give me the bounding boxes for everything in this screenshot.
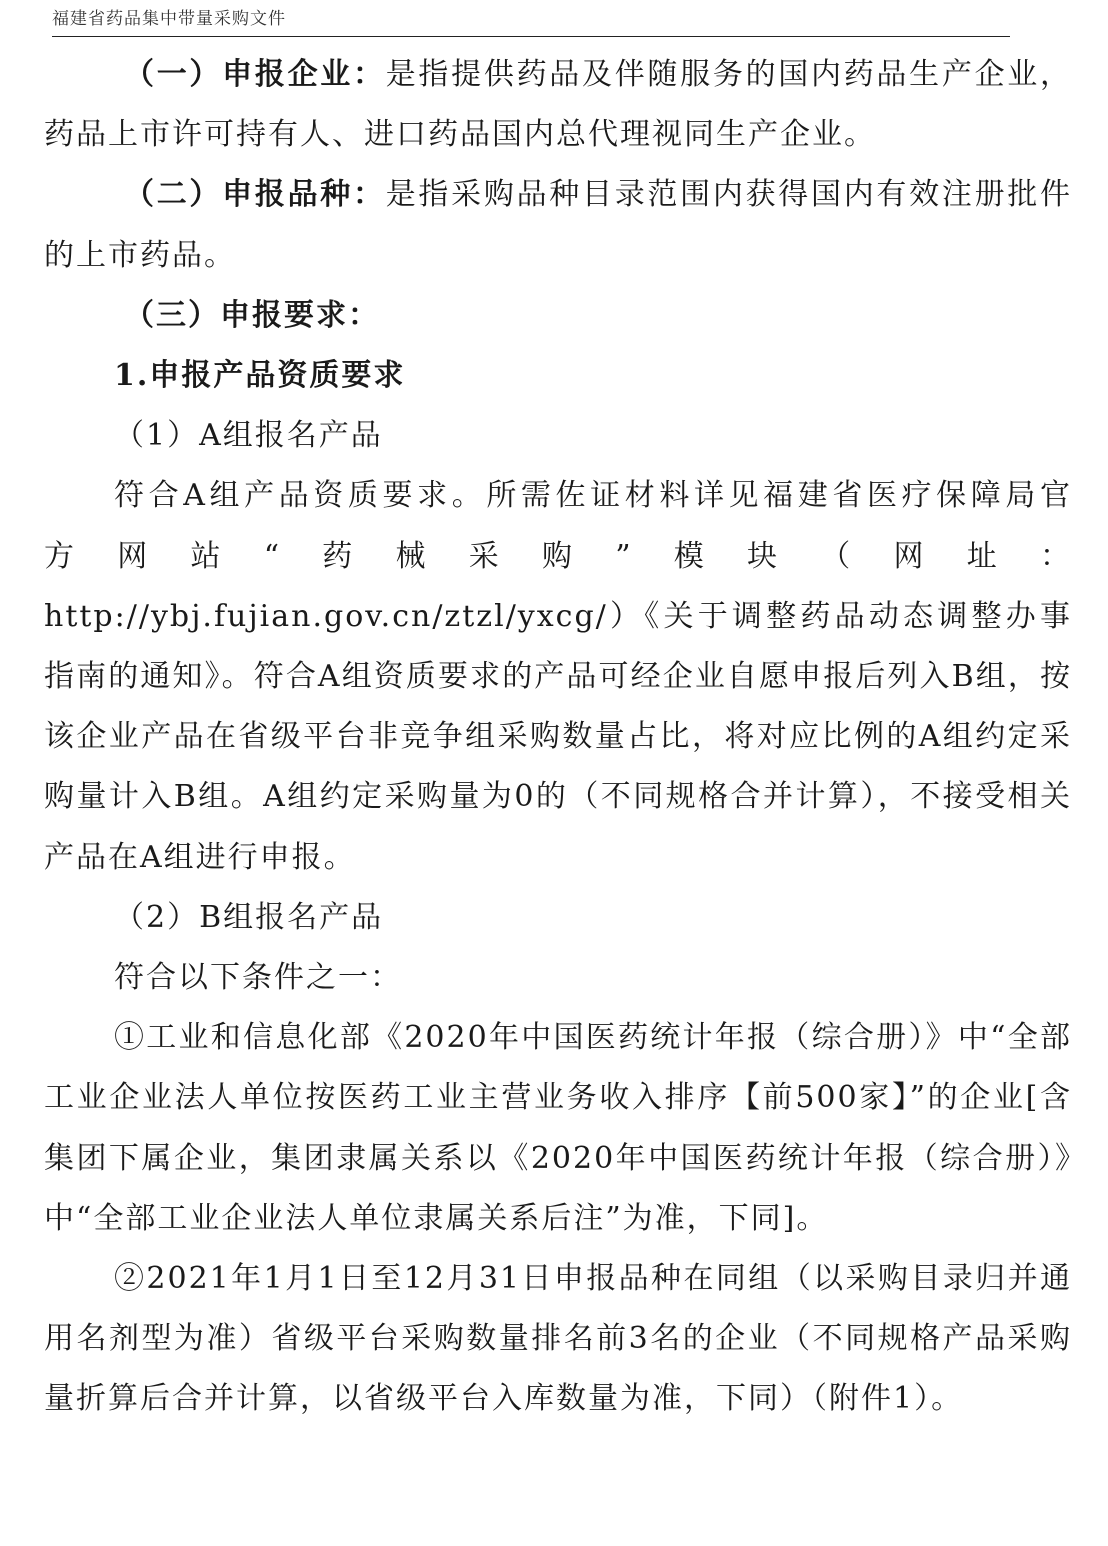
document-header: 福建省药品集中带量采购文件 <box>52 9 286 29</box>
group-b-intro: 符合以下条件之一： <box>114 960 402 996</box>
group-b-condition-1: ①工业和信息化部《2020年中国医药统计年报（综合册）》中“全部工业企业法人单位按医药工业主营业务收入排序【前500家】”的企业[含集团下属企业，集团隶属关系以《2020年中国医药统计年报（综合册）》中“全部工业企业法人单位隶属关系后注”为准，下同]。 <box>44 1020 1072 1236</box>
paragraph-applicant-enterprise <box>44 45 1072 165</box>
section-heading-applicant-variety: （二）申报品种： <box>124 177 386 213</box>
document-body <box>44 45 1072 1430</box>
header-divider <box>52 36 1010 37</box>
group-a-text-line-2: 方网站“药械采购”模块（网址： <box>44 538 1072 574</box>
section-heading-applicant-enterprise: （一）申报企业： <box>124 57 386 92</box>
item-heading-group-a: （1）A组报名产品 <box>114 418 383 454</box>
paragraph-applicant-variety <box>44 165 1072 285</box>
item-heading-group-b: （2）B组报名产品 <box>114 899 384 935</box>
group-a-text-line-1: 符合A组产品资质要求。所需佐证材料详见福建省医疗保障局官 <box>114 478 1072 514</box>
applicant-enterprise-text: 是指提供药品及伴随服务的国内药品生产企业，药品上市许可持有人、进口药品国内总代理视同生产企业。 <box>44 57 1073 153</box>
group-a-text-continued: http://ybj.fujian.gov.cn/ztzl/yxcg/）《关于调整药品动态调整办事指南的通知》。符合A组资质要求的产品可经企业自愿申报后列入B组，按该企业产品在省级平台非竞争组采购数量占比，将对应比例的A组约定采购量计入B组。A组约定采购量为0的（不同规格合并计算），不接受相关产品在A组进行申报。 <box>44 598 1072 875</box>
group-b-condition-2: ②2021年1月1日至12月31日申报品种在同组（以采购目录归并通用名剂型为准）省级平台采购数量排名前3名的企业（不同规格产品采购量折算后合并计算，以省级平台入库数量为准，下同）（附件1）。 <box>44 1261 1072 1417</box>
applicant-variety-text: 是指采购品种目录范围内获得国内有效注册批件的上市药品。 <box>44 177 1073 273</box>
section-heading-requirements: （三）申报要求： <box>124 297 380 333</box>
subsection-heading-qualification: 1.申报产品资质要求 <box>114 358 406 394</box>
